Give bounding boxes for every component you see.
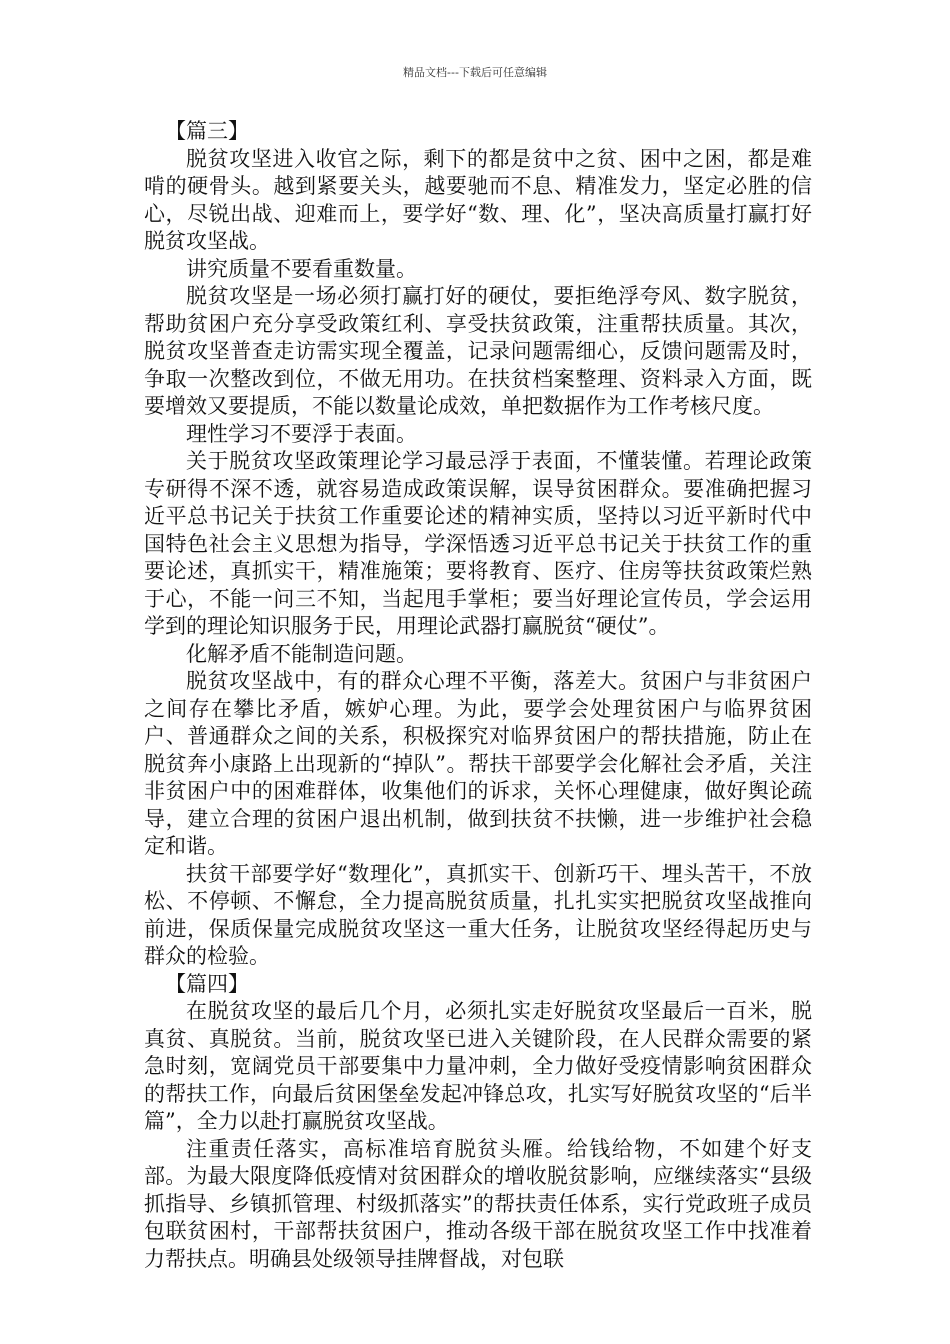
page-header: 精品文档---下载后可任意编辑	[403, 66, 547, 79]
paragraph: 脱贫攻坚战中，有的群众心理不平衡，落差大。贫困户与非贫困户之间存在攀比矛盾，嫉妒心理。为此，要学会处理贫困户与临界贫困户、普通群众之间的关系，积极探究对临界贫困户的帮扶措施，防止在脱贫奔小康路上出现新的“掉队”。帮扶干部要学会化解社会矛盾，关注非贫困户中的困难群体，收集他们的诉求，关怀心理健康，做好舆论疏导，建立合理的贫困户退出机制，做到扶贫不扶懒，进一步维护社会稳定和谐。	[144, 669, 812, 858]
subheading: 化解矛盾不能制造问题。	[186, 641, 417, 666]
subheading: 理性学习不要浮于表面。	[186, 421, 417, 446]
paragraph: 注重责任落实，高标准培育脱贫头雁。给钱给物，不如建个好支部。为最大限度降低疫情对贫困群众的增收脱贫影响，应继续落实“县级抓指导、乡镇抓管理、村级抓落实”的帮扶责任体系，实行党政班子成员包联贫困村，干部帮扶贫困户，推动各级干部在脱贫攻坚工作中找准着力帮扶点。明确县处级领导挂牌督战，对包联	[144, 1136, 812, 1271]
paragraph: 在脱贫攻坚的最后几个月，必须扎实走好脱贫攻坚最后一百米，脱真贫、真脱贫。当前，脱贫攻坚已进入关键阶段，在人民群众需要的紧急时刻，宽阔党员干部要集中力量冲刺，全力做好受疫情影响贫困群众的帮扶工作，向最后贫困堡垒发起冲锋总攻，扎实写好脱贫攻坚的“后半篇”，全力以赴打赢脱贫攻坚战。	[144, 999, 812, 1133]
section-heading: 【篇三】	[165, 119, 249, 143]
paragraph: 扶贫干部要学好“数理化”，真抓实干、创新巧干、埋头苦干，不放松、不停顿、不懈怠，全力提高脱贫质量，扎扎实实把脱贫攻坚战推向前进，保质保量完成脱贫攻坚这一重大任务，让脱贫攻坚经得起历史与群众的检验。	[144, 861, 812, 968]
paragraph: 关于脱贫攻坚政策理论学习最忌浮于表面，不懂装懂。若理论政策专研得不深不透，就容易造成政策误解，误导贫困群众。要准确把握习近平总书记关于扶贫工作重要论述的精神实质，坚持以习近平新时代中国特色社会主义思想为指导，学深悟透习近平总书记关于扶贫工作的重要论述，真抓实干，精准施策；要将教育、医疗、住房等扶贫政策烂熟于心，不能一问三不知，当起甩手掌柜；要当好理论宣传员，学会运用学到的理论知识服务于民，用理论武器打赢脱贫“硬仗”。	[144, 449, 812, 638]
paragraph: 脱贫攻坚是一场必须打赢打好的硬仗，要拒绝浮夸风、数字脱贫，帮助贫困户充分享受政策红利、享受扶贫政策，注重帮扶质量。其次，脱贫攻坚普查走访需实现全覆盖，记录问题需细心，反馈问题需及时，争取一次整改到位，不做无用功。在扶贫档案整理、资料录入方面，既要增效又要提质，不能以数量论成效，单把数据作为工作考核尺度。	[144, 284, 812, 418]
subheading: 讲究质量不要看重数量。	[186, 256, 417, 281]
document-body	[144, 118, 812, 1273]
paragraph: 脱贫攻坚进入收官之际，剩下的都是贫中之贫、困中之困，都是难啃的硬骨头。越到紧要关头，越要驰而不息、精准发力，坚定必胜的信心，尽锐出战、迎难而上，要学好“数、理、化”，坚决高质量打赢打好脱贫攻坚战。	[144, 146, 812, 253]
section-heading: 【篇四】	[165, 971, 249, 996]
